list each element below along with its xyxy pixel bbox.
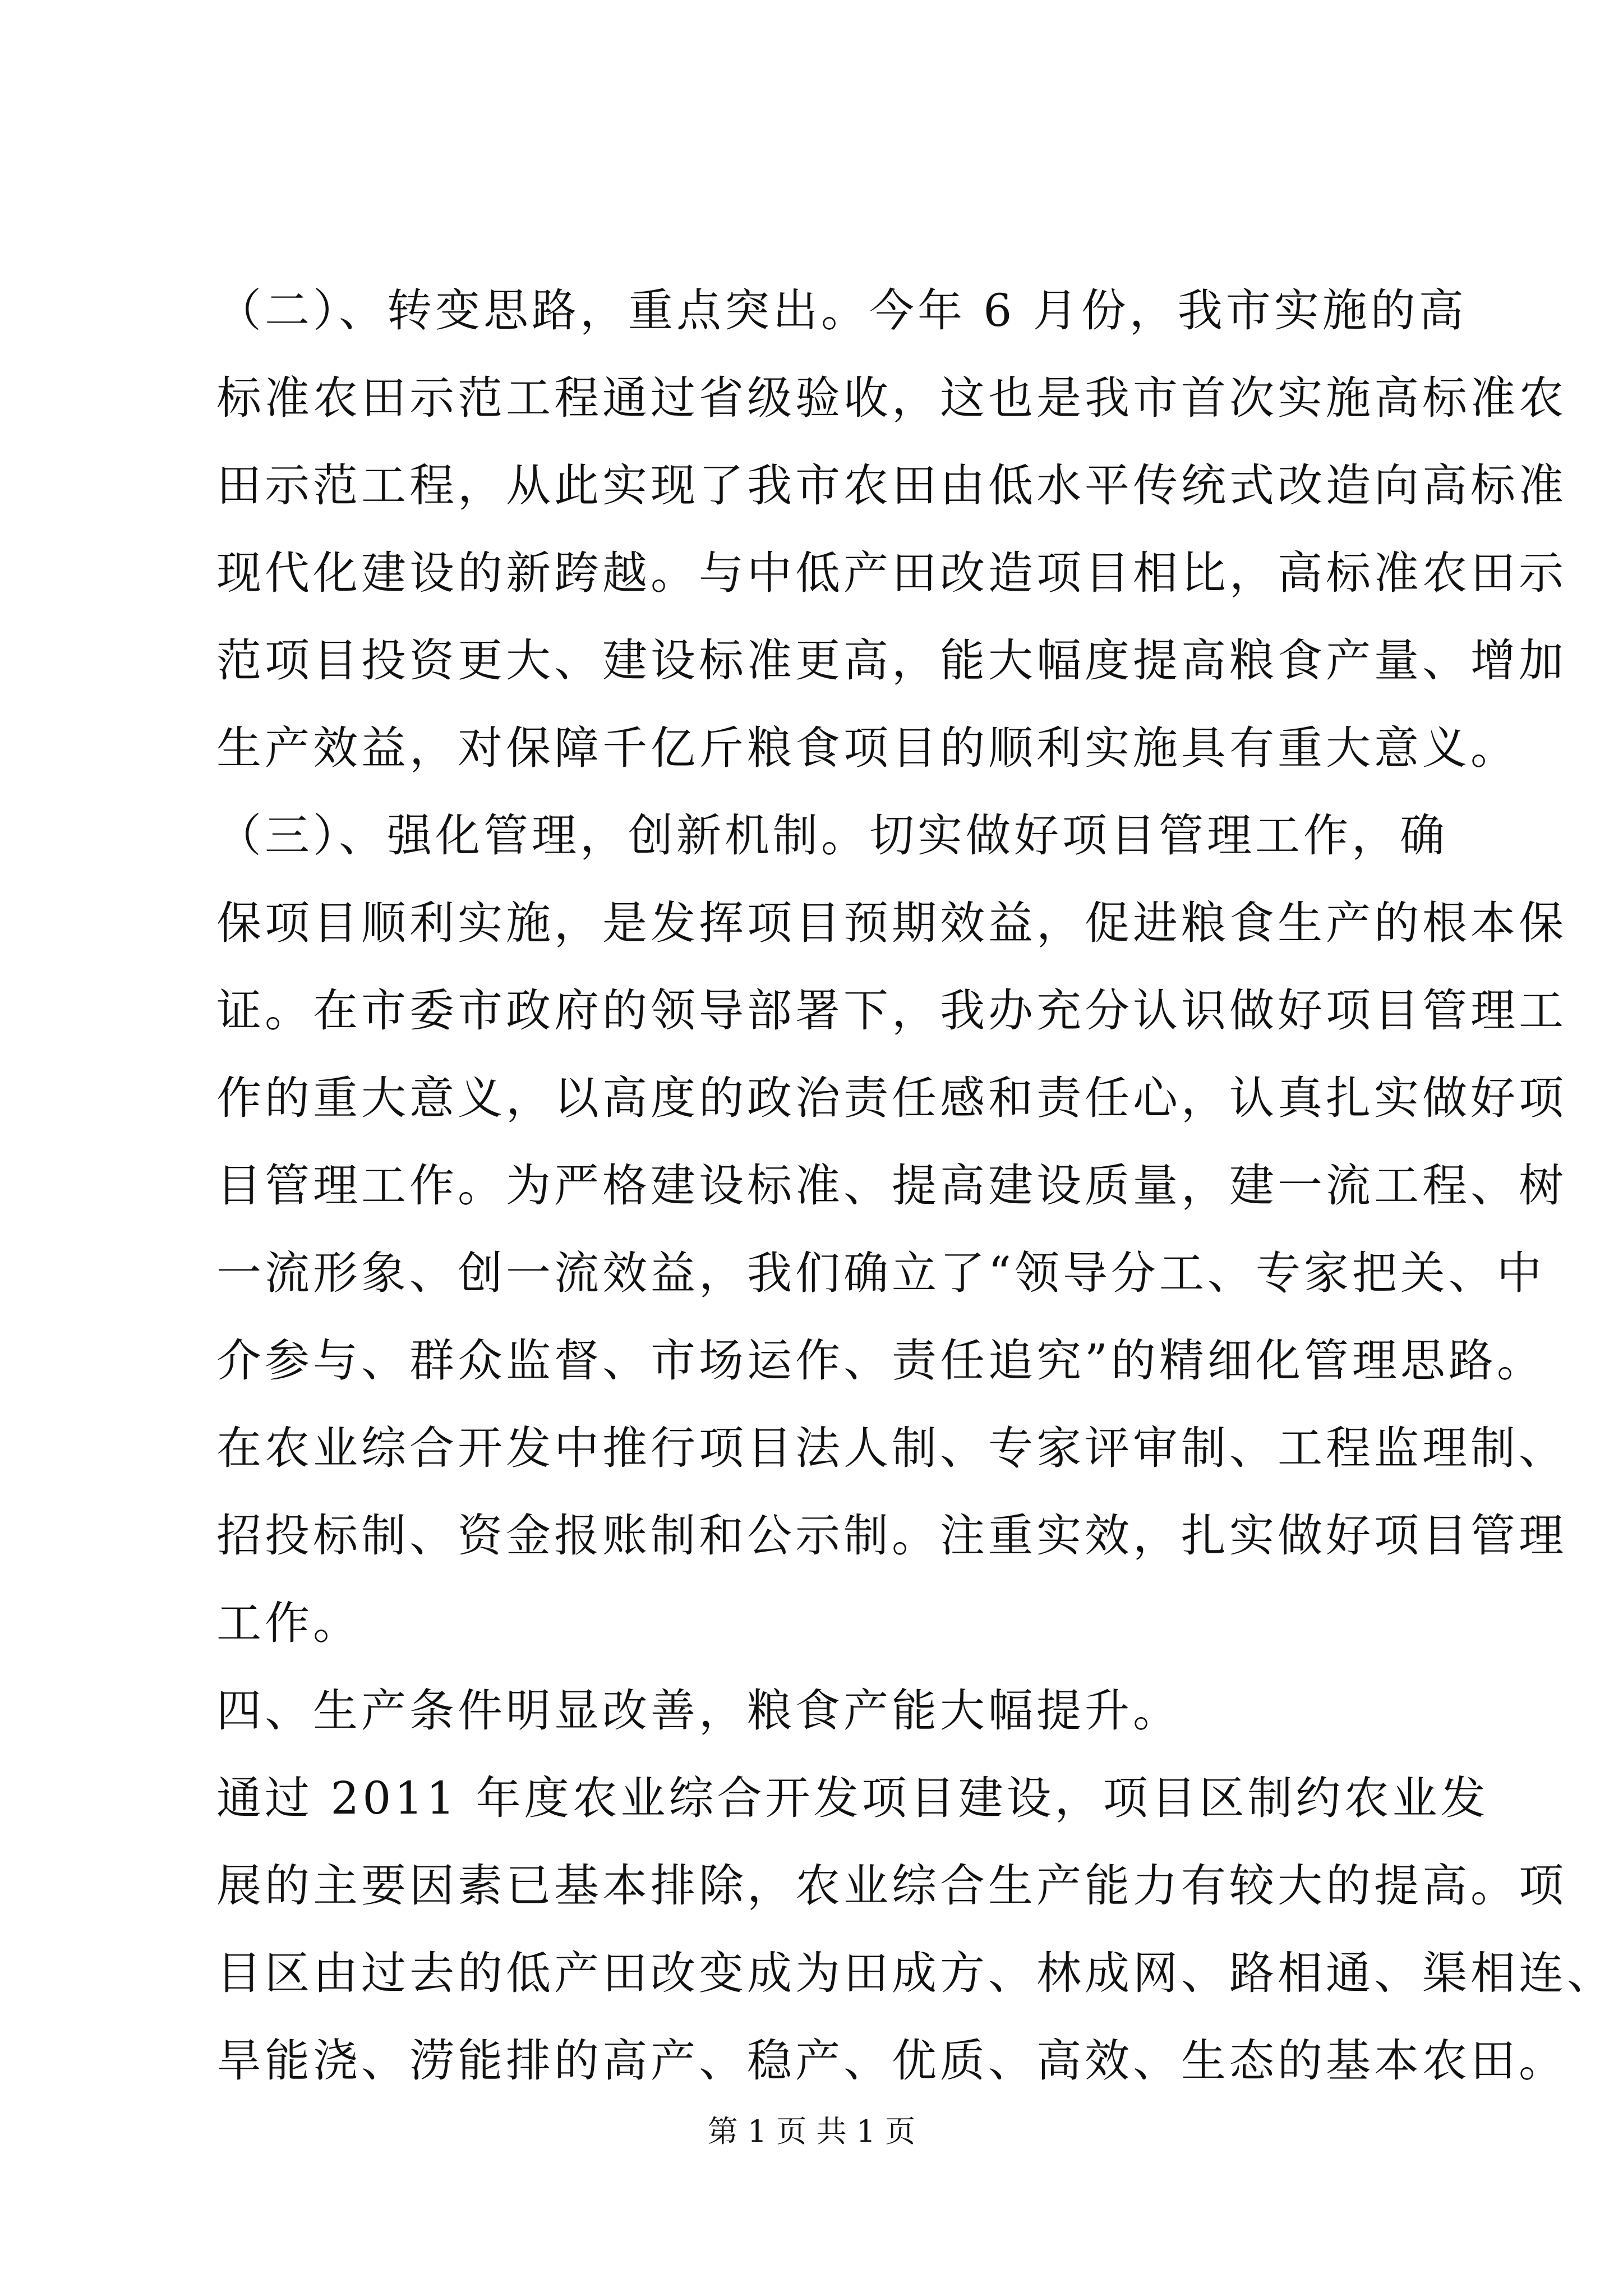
document-body <box>216 267 1615 2105</box>
text-line: 目区由过去的低产田改变成为田成方、林成网、路相通、渠相连、 <box>216 1947 1615 1999</box>
text-line: 工作。 <box>216 1597 361 1649</box>
text-line: 作的重大意义，以高度的政治责任感和责任心，认真扎实做好项 <box>216 1072 1567 1124</box>
text-line: （二）、转变思路，重点突出。今年 6 月份，我市实施的高 <box>216 284 1467 337</box>
text-line: 生产效益，对保障千亿斤粮食项目的顺利实施具有重大意义。 <box>216 722 1519 774</box>
text-line: 目管理工作。为严格建设标准、提高建设质量，建一流工程、树 <box>216 1159 1567 1212</box>
text-line: 现代化建设的新跨越。与中低产田改造项目相比，高标准农田示 <box>216 547 1567 599</box>
text-line: 一流形象、创一流效益，我们确立了“领导分工、专家把关、中 <box>216 1247 1545 1299</box>
text-line: 保项目顺利实施，是发挥项目预期效益，促进粮食生产的根本保 <box>216 897 1567 949</box>
text-line: 四、生产条件明显改善，粮食产能大幅提升。 <box>216 1685 1181 1737</box>
text-line: （三）、强化管理，创新机制。切实做好项目管理工作，确 <box>216 809 1448 862</box>
text-line: 展的主要因素已基本排除，农业综合生产能力有较大的提高。项 <box>216 1860 1567 1912</box>
text-line: 标准农田示范工程通过省级验收，这也是我市首次实施高标准农 <box>216 372 1567 424</box>
text-line: 证。在市委市政府的领导部署下，我办充分认识做好项目管理工 <box>216 984 1567 1037</box>
text-line: 招投标制、资金报账制和公示制。注重实效，扎实做好项目管理 <box>216 1510 1567 1562</box>
text-line: 通过 2011 年度农业综合开发项目建设，项目区制约农业发 <box>216 1772 1489 1824</box>
text-line: 旱能浇、涝能排的高产、稳产、优质、高效、生态的基本农田。 <box>216 2035 1567 2087</box>
text-line: 介参与、群众监督、市场运作、责任追究”的精细化管理思路。 <box>216 1335 1545 1387</box>
page-number-footer: 第 1 页 共 1 页 <box>707 2114 916 2149</box>
text-line: 范项目投资更大、建设标准更高，能大幅度提高粮食产量、增加 <box>216 634 1567 687</box>
text-line: 田示范工程，从此实现了我市农田由低水平传统式改造向高标准 <box>216 459 1567 512</box>
text-line: 在农业综合开发中推行项目法人制、专家评审制、工程监理制、 <box>216 1422 1567 1474</box>
